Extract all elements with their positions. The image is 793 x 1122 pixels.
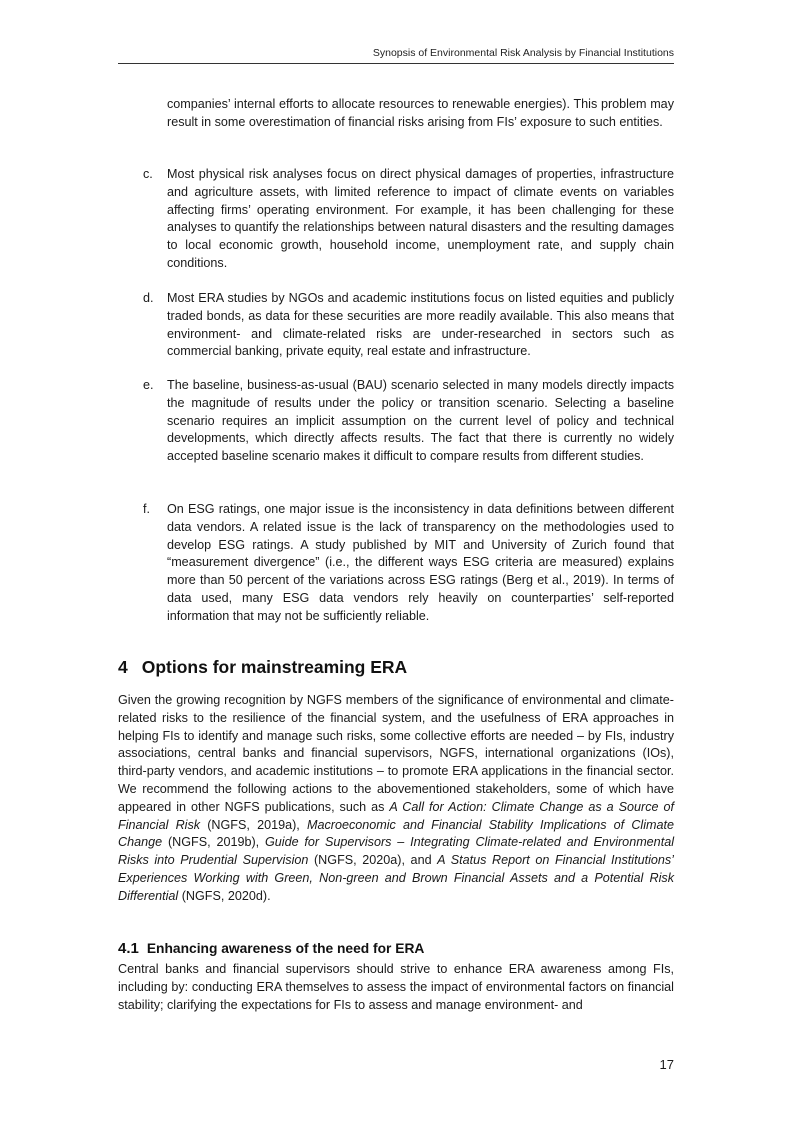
subsection-title: Enhancing awareness of the need for ERA [146,941,425,956]
list-item-e [143,377,674,466]
publication-title: Macroeconomic and Financial Stability Implications of Climate Change [118,817,675,850]
subsection-heading [118,940,424,957]
subsection-paragraph-text: Central banks and financial supervisors should strive to enhance ERA awareness among FIs, including by: conducting ERA themselves to assess the impact of environmental factors on financial stability; clarifying the expectations for FIs to assess and manage environment- and [118,962,674,1012]
list-item-text: The baseline, business-as-usual (BAU) scenario selected in many models directly impacts the magnitude of results under the policy or transition scenario. Selecting a baseline scenario requires an implicit assumption on the current level of policy and technical developments, which directly affects results. The fact that there is currently no widely accepted baseline scenario makes it difficult to compare results from different studies. [167,378,674,464]
publication-title: Guide for Supervisors – Integrating Climate-related and Environmental Risks into Prudential Supervision [118,835,674,868]
text-run: (NGFS, 2020d). [178,888,271,903]
list-marker: d. [143,291,154,305]
continued-paragraph [167,96,674,132]
list-item-f [143,501,674,626]
text-run: Given the growing recognition by NGFS members of the significance of environmental and climate-related risks to the resilience of the financial system, and the usefulness of ERA approaches in helping FIs to identify and manage such risks, some collective efforts are needed – by FIs, industry associations, central banks and financial supervisors, NGFS, international organizations (IOs), third-party vendors, and academic institutions – to promote ERA applications in the financial sector. We recommend the following actions to the abovementioned stakeholders, some of which have appeared in other NGFS publications, such as [118,693,674,814]
list-marker: c. [143,167,153,181]
section-number: 4 [118,657,128,677]
continued-paragraph-text: companies’ internal efforts to allocate resources to renewable energies). This problem may result in some overestimation of financial risks arising from FIs’ exposure to such entities. [167,97,674,129]
list-item-d [143,290,674,361]
section-title: Options for mainstreaming ERA [141,657,408,677]
running-header: Synopsis of Environmental Risk Analysis by Financial Institutions [372,47,674,59]
subsection-paragraph [118,961,674,1014]
subsection-number: 4.1 [118,940,139,957]
header-rule [118,63,674,64]
list-item-c [143,166,674,273]
list-item-text: Most ERA studies by NGOs and academic institutions focus on listed equities and publicly traded bonds, as data for these securities are more readily available. This also means that environment- and climate-related risks are under-researched in sectors such as commercial banking, private equity, real estate and infrastructure. [167,291,674,359]
page-number: 17 [659,1057,674,1072]
list-marker: f. [143,502,150,516]
list-item-text: Most physical risk analyses focus on direct physical damages of properties, infrastructure and agriculture assets, with limited reference to impact of climate events on variables affecting firms’ operating environment. For example, it has been challenging for these analyses to quantify the relationships between natural disasters and the resulting damages to local economic growth, household income, unemployment rate, and supply chain conditions. [167,167,674,270]
text-run: (NGFS, 2019b), [162,835,265,850]
publication-title: A Status Report on Financial Institutions’ Experiences Working with Green, Non-green and Brown Financial Assets and a Potential Risk Differential [118,853,674,903]
list-marker: e. [143,378,154,392]
section-paragraph [118,692,674,906]
list-item-text: On ESG ratings, one major issue is the inconsistency in data definitions between different data vendors. A related issue is the lack of transparency on the methodologies used to develop ESG ratings. A study published by MIT and University of Zurich found that “measurement divergence” (i.e., the different ways ESG criteria are measured) explains more than 50 percent of the variations across ESG ratings (Berg et al., 2019). In terms of data used, many ESG data vendors rely heavily on counterparties’ self-reported information that may not be sufficiently reliable. [167,502,674,623]
section-heading [118,657,407,678]
text-run: (NGFS, 2019a), [200,817,307,832]
publication-title: A Call for Action: Climate Change as a Source of Financial Risk [118,799,674,832]
text-run: (NGFS, 2020a), and [308,853,438,868]
section-paragraph-text [118,692,674,906]
